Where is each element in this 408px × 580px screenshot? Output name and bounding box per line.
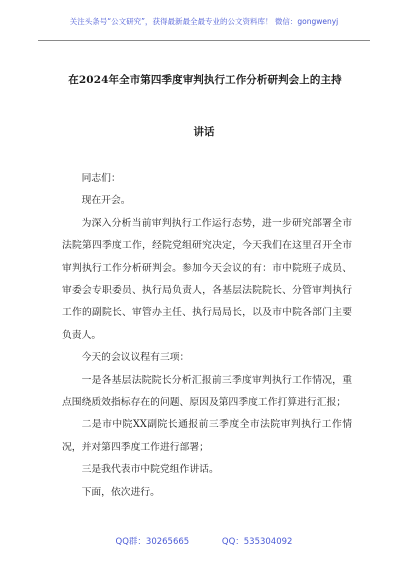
paragraph-proceed: 下面，依次进行。	[81, 486, 160, 498]
paragraph-agenda-item-3: 三是我代表市中院党组作讲话。	[81, 464, 219, 476]
paragraph-salutation: 同志们：	[81, 173, 121, 184]
footer-qq: QQ：535304092	[221, 537, 293, 547]
paragraph-opening: 现在开会。	[81, 195, 131, 207]
paragraph-agenda-item-2: 二是市中院XX副院长通报前三季度全市法院审判执行工作情况，并对第四季度工作进行部署；	[62, 419, 352, 453]
promo-banner: 关注头条号“公文研究”，获得最新最全最专业的公文资料库！ 微信：gongwenyj	[69, 17, 339, 26]
footer-qq-group: QQ群：30265665	[115, 537, 190, 547]
paragraph-purpose: 为深入分析当前审判执行工作运行态势，进一步研究部署全市法院第四季度工作，经院党组研究决定，今天我们在这里召开全市审判执行工作分析研判会。参加今天会议的有：市中院班子成员、审委会专职委员、执行局负责人，各基层法院院长、分管审判执行工作的副院长、审管办主任、执行局局长，以及市中院各部门主要负责人。	[62, 217, 352, 341]
footer-contact	[0, 535, 408, 547]
document-body	[62, 168, 352, 504]
document-title-line1: 在2024年全市第四季度审判执行工作分析研判会上的主持	[68, 74, 342, 86]
paragraph-agenda-intro: 今天的会议议程有三项：	[81, 352, 190, 364]
document-title-line2: 讲话	[193, 126, 215, 138]
paragraph-agenda-item-1: 一是各基层法院院长分析汇报前三季度审判执行工作情况，重点围绕质效指标存在的问题、原因及第四季度工作打算进行汇报；	[62, 374, 352, 409]
header-divider	[38, 40, 370, 41]
